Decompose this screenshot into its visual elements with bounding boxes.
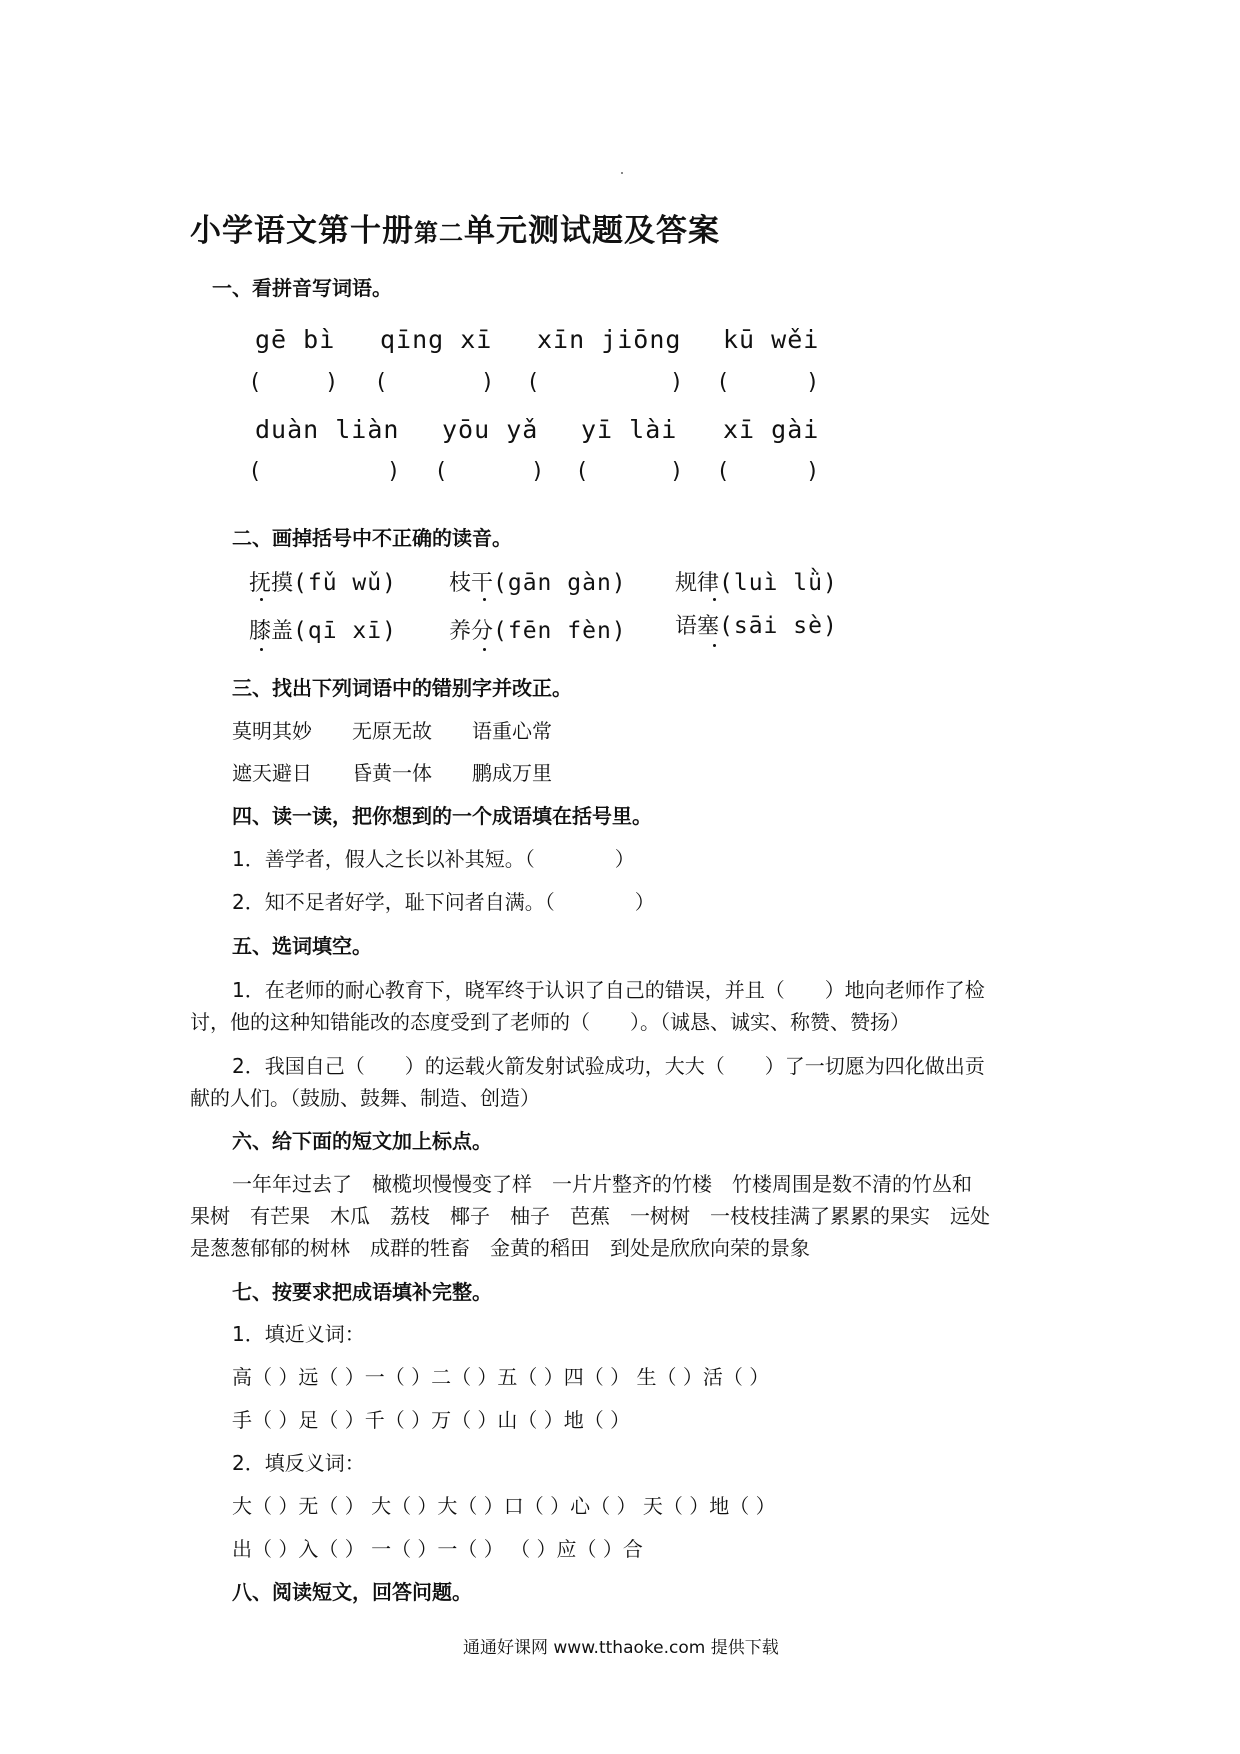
- answer-bracket-close: ): [672, 370, 681, 395]
- wrong-word-line: 莫明其妙 无原无故 语重心常: [232, 719, 552, 743]
- answer-bracket-open: (: [529, 370, 538, 395]
- reading-item-xigai: 膝盖(qī xī): [249, 618, 397, 644]
- section-2-heading: 二、画掉括号中不正确的读音。: [232, 526, 512, 550]
- answer-bracket-open: (: [251, 459, 260, 484]
- pinyin-yilai: yī lài: [581, 415, 678, 444]
- paragraph-line: 1．在老师的耐心教育下，晓军终于认识了自己的错误，并且（ ）地向老师作了检: [232, 978, 985, 1002]
- emphasis-dot: [483, 648, 486, 651]
- pinyin-gebi: gē bì: [255, 325, 336, 354]
- scan-dot: [621, 172, 623, 174]
- reading-item-yangfen: 养分(fēn fèn): [449, 618, 627, 644]
- paragraph-line: 是葱葱郁郁的树林 成群的牲畜 金黄的稻田 到处是欣欣向荣的景象: [190, 1236, 810, 1260]
- reading-item-yuse: 语塞(sāi sè): [675, 613, 838, 639]
- pinyin-duanlian: duàn liàn: [255, 415, 400, 444]
- answer-bracket-open: (: [578, 459, 587, 484]
- section-7-heading: 七、按要求把成语填补完整。: [232, 1280, 492, 1304]
- page-title: 小学语文第十册第二单元测试题及答案: [190, 213, 720, 249]
- paragraph-line: 献的人们。（鼓励、鼓舞、制造、创造）: [190, 1086, 540, 1110]
- reading-item-zhigan: 枝干(gān gàn): [449, 570, 627, 596]
- section-3-heading: 三、找出下列词语中的错别字并改正。: [232, 676, 572, 700]
- subheading: 2．填反义词：: [232, 1451, 365, 1475]
- answer-bracket-close: ): [483, 370, 492, 395]
- idiom-line: 高（ ）远（ ）一（ ）二（ ）五（ ）四（ ） 生（ ）活（ ）: [232, 1365, 770, 1389]
- paragraph-line: 2．我国自己（ ）的运载火箭发射试验成功，大大（ ）了一切愿为四化做出贡: [232, 1054, 985, 1078]
- answer-bracket-open: (: [251, 370, 260, 395]
- reading-item-fumo: 抚摸(fǔ wǔ): [249, 570, 397, 596]
- answer-bracket-open: (: [719, 370, 728, 395]
- section-6-heading: 六、给下面的短文加上标点。: [232, 1129, 492, 1153]
- idiom-line: 大（ ）无（ ） 大（ ）大（ ）口（ ）心（ ） 天（ ）地（ ）: [232, 1494, 776, 1518]
- emphasis-dot: [483, 598, 486, 601]
- pinyin-xinjiong: xīn jiōng: [537, 325, 682, 354]
- pinyin-kuwei: kū wěi: [723, 325, 820, 354]
- emphasis-dot: [260, 648, 263, 651]
- question-text: 1．善学者，假人之长以补其短。（ ）: [232, 847, 635, 871]
- section-5-heading: 五、选词填空。: [232, 934, 372, 958]
- answer-bracket-close: ): [808, 370, 817, 395]
- reading-item-guilv: 规律(luì lǜ): [675, 570, 838, 596]
- section-8-heading: 八、阅读短文，回答问题。: [232, 1580, 472, 1604]
- answer-bracket-close: ): [327, 370, 336, 395]
- pinyin-qingxi: qīng xī: [380, 325, 493, 354]
- paragraph-line: 一年年过去了 橄榄坝慢慢变了样 一片片整齐的竹楼 竹楼周围是数不清的竹丛和: [232, 1172, 972, 1196]
- answer-bracket-close: ): [808, 459, 817, 484]
- section-1-heading: 一、看拼音写词语。: [212, 276, 392, 300]
- answer-bracket-open: (: [719, 459, 728, 484]
- answer-bracket-close: ): [672, 459, 681, 484]
- idiom-line: 手（ ）足（ ）千（ ）万（ ）山（ ）地（ ）: [232, 1408, 631, 1432]
- wrong-word-line: 遮天避日 昏黄一体 鹏成万里: [232, 761, 552, 785]
- idiom-line: 出（ ）入（ ） 一（ ）一（ ） （ ）应（ ）合: [232, 1537, 643, 1561]
- answer-bracket-open: (: [437, 459, 446, 484]
- section-4-heading: 四、读一读，把你想到的一个成语填在括号里。: [232, 804, 652, 828]
- answer-bracket-close: ): [389, 459, 398, 484]
- answer-bracket-open: (: [377, 370, 386, 395]
- answer-bracket-close: ): [533, 459, 542, 484]
- emphasis-dot: [713, 598, 716, 601]
- subheading: 1．填近义词：: [232, 1322, 365, 1346]
- paragraph-line: 果树 有芒果 木瓜 荔枝 椰子 柚子 芭蕉 一树树 一枝枝挂满了累累的果实 远处: [190, 1204, 990, 1228]
- emphasis-dot: [713, 644, 716, 647]
- emphasis-dot: [260, 598, 263, 601]
- question-text: 2．知不足者好学，耻下问者自满。（ ）: [232, 890, 655, 914]
- paragraph-line: 讨，他的这种知错能改的态度受到了老师的（ ）。（诚恳、诚实、称赞、赞扬）: [190, 1010, 910, 1034]
- page-footer: 通通好课网 www.tthaoke.com 提供下载: [463, 1638, 779, 1658]
- pinyin-youya: yōu yǎ: [442, 415, 539, 444]
- pinyin-xigai: xī gài: [723, 415, 820, 444]
